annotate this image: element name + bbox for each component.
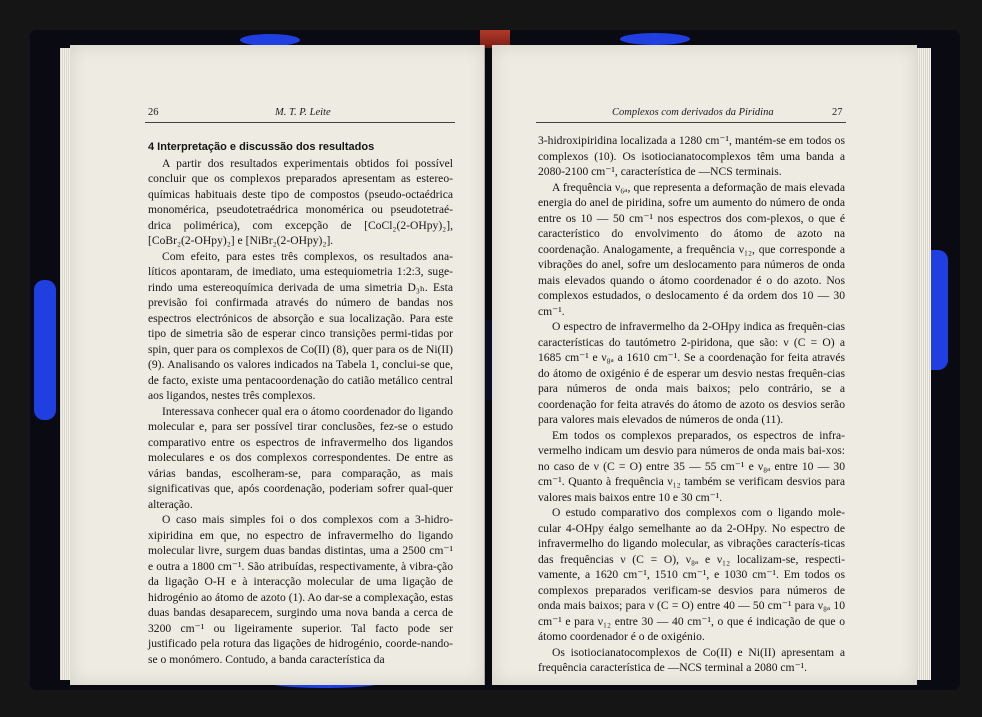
- left-page-body: [148, 140, 453, 667]
- page-edges-right: [917, 48, 931, 680]
- paragraph: O estudo comparativo dos complexos com o ligando mole-cular 4-OHpy éalgo semelhante ao da 2-OHpy. No espectro de infravermelho do ligando molecular, as vibrações caracterís-ticas das frequências ν (C = O), ν₈ₐ e ν₁₂ localizam-se, respecti-vamente, a 1620 cm⁻¹, 1510 cm⁻¹, e 1030 cm⁻¹. Em todos os complexos preparados verificam-se desvios para números de onda mais baixos; para ν (C = O) entre 40 — 50 cm⁻¹ para ν₈ₐ 10 cm⁻¹ e para ν₁₂ entre 30 — 40 cm⁻¹, o que é indicação de que o átomo coordenador é o de oxigénio.: [538, 506, 845, 643]
- right-page: [492, 45, 917, 685]
- paragraph: Em todos os complexos preparados, os espectros de infra-vermelho indicam um desvio para números de onda mais bai-xos: no caso de ν (C = O) entre 35 — 55 cm⁻¹ e ν₈ₐ entre 10 — 30 cm⁻¹. Quanto à frequência ν₁₂ também se verificam desvios para valores mais baixos entre 10 e 30 cm⁻¹.: [538, 428, 845, 504]
- paragraph: A frequência ν₆ₐ, que representa a deformação de mais elevada energia do anel de piridina, sofre um aumento do número de onda entre os 10 — 50 cm⁻¹ nos espectros dos com-plexos, o que é característico do envolvimento do átomo de azoto na coordenação. Analogamente, a frequência ν₁₂, que corresponde a vibrações do anel, sofre um deslocamento para números de onda mais elevados quando o átomo coordenador é o do azoto. Nos complexos estudados, o deslocamento é da ordem dos 10 — 30 cm⁻¹.: [538, 180, 845, 318]
- left-page-number: 26: [148, 107, 159, 118]
- paragraph: Com efeito, para estes três complexos, os resultados ana-líticos apontaram, de imediato, uma estequiometria 1:2:3, suge-rindo uma estereoquímica derivada de uma simetria D₃ₕ. Esta previsão foi confirmada através do número de bandas nos espectros electrónicos de absorção e sua localização. Para este tipo de simetria são de esperar cinco transições permi-tidas por spin, quer para os complexos de Co(II) (8), quer para os de Ni(II) (9). Analisando os valores indicados na Tabela 1, conclui-se que, de facto, existe uma pentacoordenação do catião metálico central aos ligandos, nestes três complexos.: [148, 249, 453, 402]
- paragraph: O caso mais simples foi o dos complexos com a 3-hidro-xipiridina em que, no espectro de infravermelho do ligando molecular livre, surgem duas bandas distintas, uma a 2500 cm⁻¹ e outra a 1800 cm⁻¹. São atribuídas, respectivamente, à vibra-ção da ligação O-H e à interacção molecular de uma ligação de hidrogénio ao átomo de azoto (1). Ao dar-se a complexação, estas duas bandas desaparecem, surgindo uma nova banda a cerca de 3200 cm⁻¹ ou ligeiramente superior. Tal facto pode ser justificado pela rotura das ligações de hidrogénio, coorde-nando-se o monómero. Contudo, a banda característica da: [148, 513, 453, 666]
- cover-pattern: [620, 33, 690, 45]
- paragraph: A partir dos resultados experimentais obtidos foi possível concluir que os complexos preparados apresentam as estereo-químicas habituais deste tipo de compostos (pseudo-octaédrica monomérica, pseudotetraédrica monomérica ou pseudotetraé-drica polimérica), com excepção de [CoCl₂(2-OHpy)₂], [CoBr₂(2-OHpy)₂] e [NiBr₂(2-OHpy)₂].: [148, 156, 453, 247]
- section-title: 4 Interpretação e discussão dos resultados: [148, 141, 375, 153]
- paragraph: Interessava conhecer qual era o átomo coordenador do ligando molecular e, para ser possível tirar conclusões, fez-se o estudo comparativo entre os espectros de infravermelho dos ligandos moleculares e os dos complexos correspondentes. De entre as várias bandas, escolheram-se, para comparação, as mais significativas que, após coordenação, poderiam sofrer qual-quer alteração.: [148, 404, 453, 511]
- left-page: [70, 45, 485, 685]
- right-running-head: Complexos com derivados da Piridina: [612, 107, 774, 118]
- right-page-number: 27: [832, 107, 843, 118]
- page-edges-left: [60, 48, 70, 680]
- right-header-rule: [536, 122, 846, 123]
- left-header-rule: [145, 122, 455, 123]
- left-running-head: M. T. P. Leite: [275, 107, 331, 118]
- paragraph: O espectro de infravermelho da 2-OHpy indica as frequên-cias características do tautómetro 2-piridona, que são: ν (C = O) a 1685 cm⁻¹ e ν₈ₐ a 1610 cm⁻¹. Se a coordenação for feita através do átomo de oxigénio é de esperar um desvio nestas frequên-cias para números de onda mais baixos; pelo contrário, se a coordenação for feita através do átomo de azoto os desvios serão para valores mais elevados de números de onda (11).: [538, 320, 845, 426]
- paragraph: 3-hidroxipiridina localizada a 1280 cm⁻¹, mantém-se em todos os complexos (10). Os isotiocianatocomplexos têm uma banda a 2080-2100 cm⁻¹, característica de —NCS terminais.: [538, 134, 845, 178]
- paragraph: Os isotiocianatocomplexos de Co(II) e Ni(II) apresentam a frequência característica de —NCS terminal a 2080 cm⁻¹.: [538, 645, 845, 674]
- right-page-body: [538, 133, 845, 676]
- cover-pattern: [34, 280, 56, 420]
